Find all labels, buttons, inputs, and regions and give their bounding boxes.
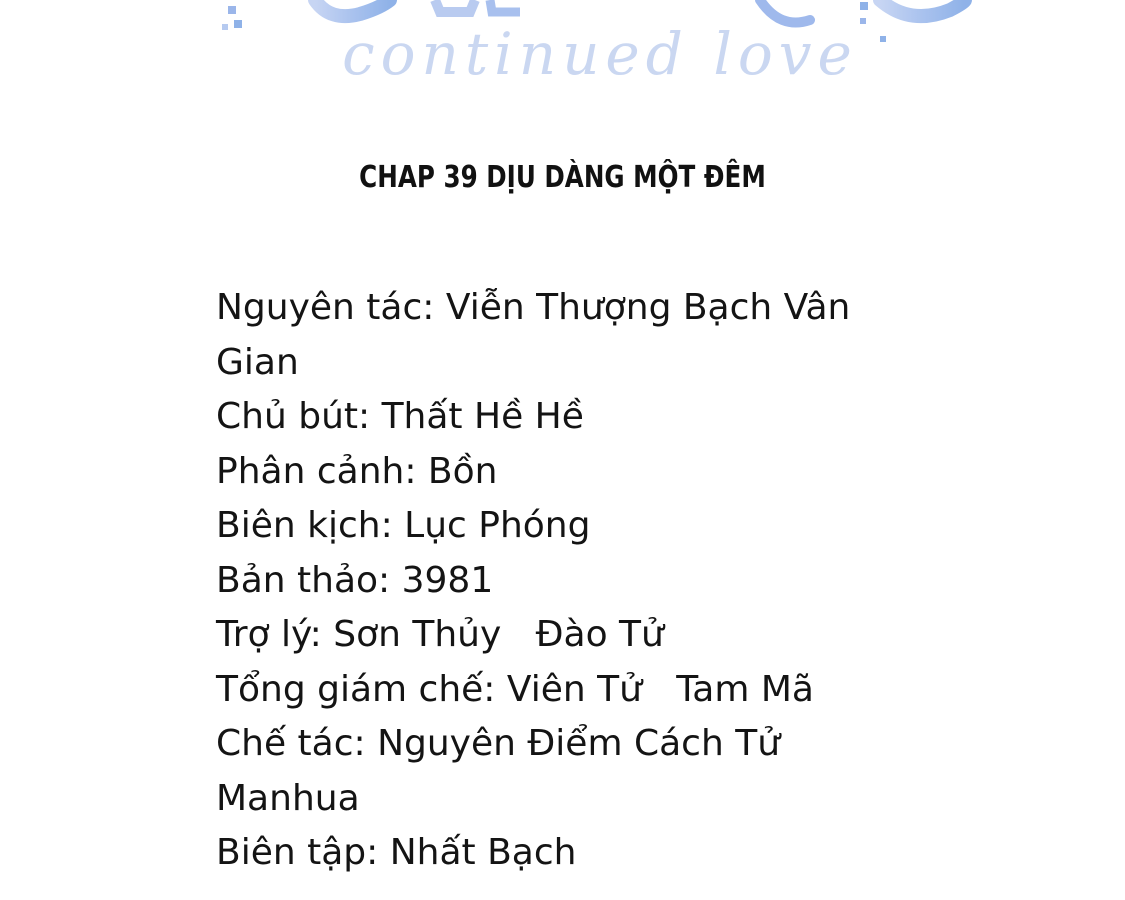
credit-line: Trợ lý: Sơn Thủy Đào Tử: [216, 614, 664, 655]
credit-line: Bản thảo: 3981: [216, 559, 494, 601]
chapter-title: CHAP 39 DỊU DÀNG MỘT ĐÊM: [359, 160, 766, 195]
credit-line: Gian: [216, 341, 299, 383]
credit-line: Tổng giám chế: Viên Tử Tam Mã: [216, 668, 814, 710]
credit-line: Chế tác: Nguyên Điểm Cách Tử: [216, 723, 781, 764]
credit-line: Biên kịch: Lục Phóng: [216, 505, 591, 546]
series-logo-subtitle: continued love: [342, 20, 858, 88]
credit-line: Phân cảnh: Bồn: [216, 450, 498, 492]
credit-line: Biên tập: Nhất Bạch: [216, 832, 577, 873]
credit-line: Nguyên tác: Viễn Thượng Bạch Vân: [216, 287, 851, 328]
credits-list: [216, 281, 896, 881]
series-logo: [220, 0, 980, 110]
credit-line: Chủ bút: Thất Hề Hề: [216, 396, 584, 437]
series-logo-graphic: [220, 0, 980, 110]
credit-line: Manhua: [216, 777, 360, 819]
